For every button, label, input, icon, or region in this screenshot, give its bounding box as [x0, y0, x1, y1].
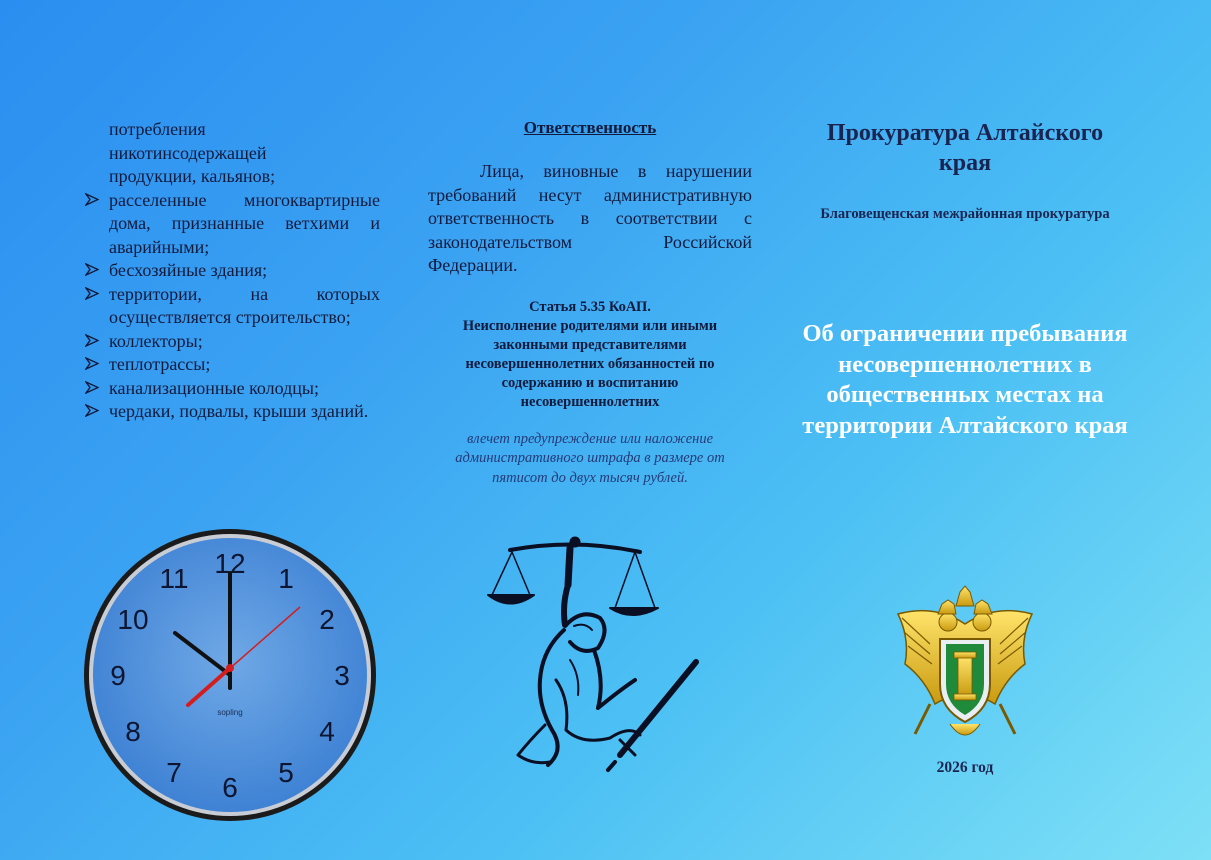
arrow-bullet-icon [85, 283, 105, 300]
clock-numeral: 2 [319, 604, 335, 635]
list-continuation-line: никотинсодержащей [109, 142, 267, 163]
list-item-text: расселенные многоквартирные дома, признанные ветхими и аварийными; [109, 189, 380, 257]
clock-numeral: 9 [110, 660, 126, 691]
list-item [85, 330, 380, 354]
organization-subtitle: Благовещенская межрайонная прокуратура [820, 206, 1110, 222]
wall-clock-icon [80, 525, 380, 825]
arrow-bullet-icon [85, 400, 105, 417]
clock-numeral: 11 [159, 563, 189, 594]
arrow-bullet-icon [85, 259, 105, 276]
clock-numeral: 4 [319, 716, 335, 747]
arrow-bullet-icon [85, 353, 105, 370]
list-item-text: теплотрассы; [109, 354, 211, 374]
arrow-bullet-icon [85, 330, 105, 347]
list-continuation-line: потребления [109, 119, 206, 139]
list-item-text: канализационные колодцы; [109, 377, 320, 398]
penalty-text: влечет предупреждение или наложение административного штрафа в размере от пятисот до двух тысяч рублей. [455, 430, 725, 486]
organization-title: Прокуратура Алтайского края [826, 120, 1104, 176]
list-item [85, 377, 380, 401]
arrow-bullet-icon [85, 377, 105, 394]
clock-numeral: 7 [166, 757, 182, 788]
clock-numeral: 10 [117, 604, 149, 635]
column-responsibility [428, 118, 752, 488]
responsibility-paragraph: Лица, виновные в нарушении требований несут административную ответственность в соответствии с законодательством Российской Федерации. [428, 161, 752, 275]
list-item [85, 353, 380, 377]
article-heading: Статья 5.35 КоАП. [529, 298, 651, 315]
list-item-text: территории, на которых осуществляется строительство; [109, 283, 380, 327]
list-item-text: бесхозяйные здания; [109, 260, 268, 280]
responsibility-heading: Ответственность [523, 118, 657, 137]
column-places-list [85, 118, 380, 424]
list-continuation-line: продукции, кальянов; [109, 166, 276, 186]
list-item-text: коллекторы; [109, 330, 203, 351]
list-item [85, 283, 380, 330]
clock-center-pin [226, 664, 234, 672]
list-item-text: чердаки, подвалы, крыши зданий. [109, 401, 369, 421]
arrow-bullet-icon [85, 189, 105, 206]
publication-year: 2026 год [936, 759, 994, 776]
brochure-main-title: Об ограничении пребывания несовершеннолетних в общественных местах на территории Алтайского края [802, 320, 1128, 439]
article-description: Неисполнение родителями или иными законными представителями несовершеннолетних обязанностей по содержанию и воспитанию несовершеннолетних [462, 317, 718, 410]
list-item [85, 400, 380, 424]
list-item [85, 189, 380, 260]
clock-numeral: 12 [214, 548, 246, 579]
clock-brand-label: sopling [217, 708, 243, 717]
clock-numeral: 5 [278, 757, 294, 788]
clock-numeral: 3 [334, 660, 350, 691]
clock-numeral: 1 [278, 563, 294, 594]
clock-numeral: 8 [125, 716, 141, 747]
themis-justice-icon [470, 530, 710, 780]
prosecutor-emblem-icon [890, 584, 1040, 749]
column-cover [800, 118, 1130, 776]
list-item [85, 259, 380, 283]
clock-numeral: 6 [222, 772, 238, 803]
